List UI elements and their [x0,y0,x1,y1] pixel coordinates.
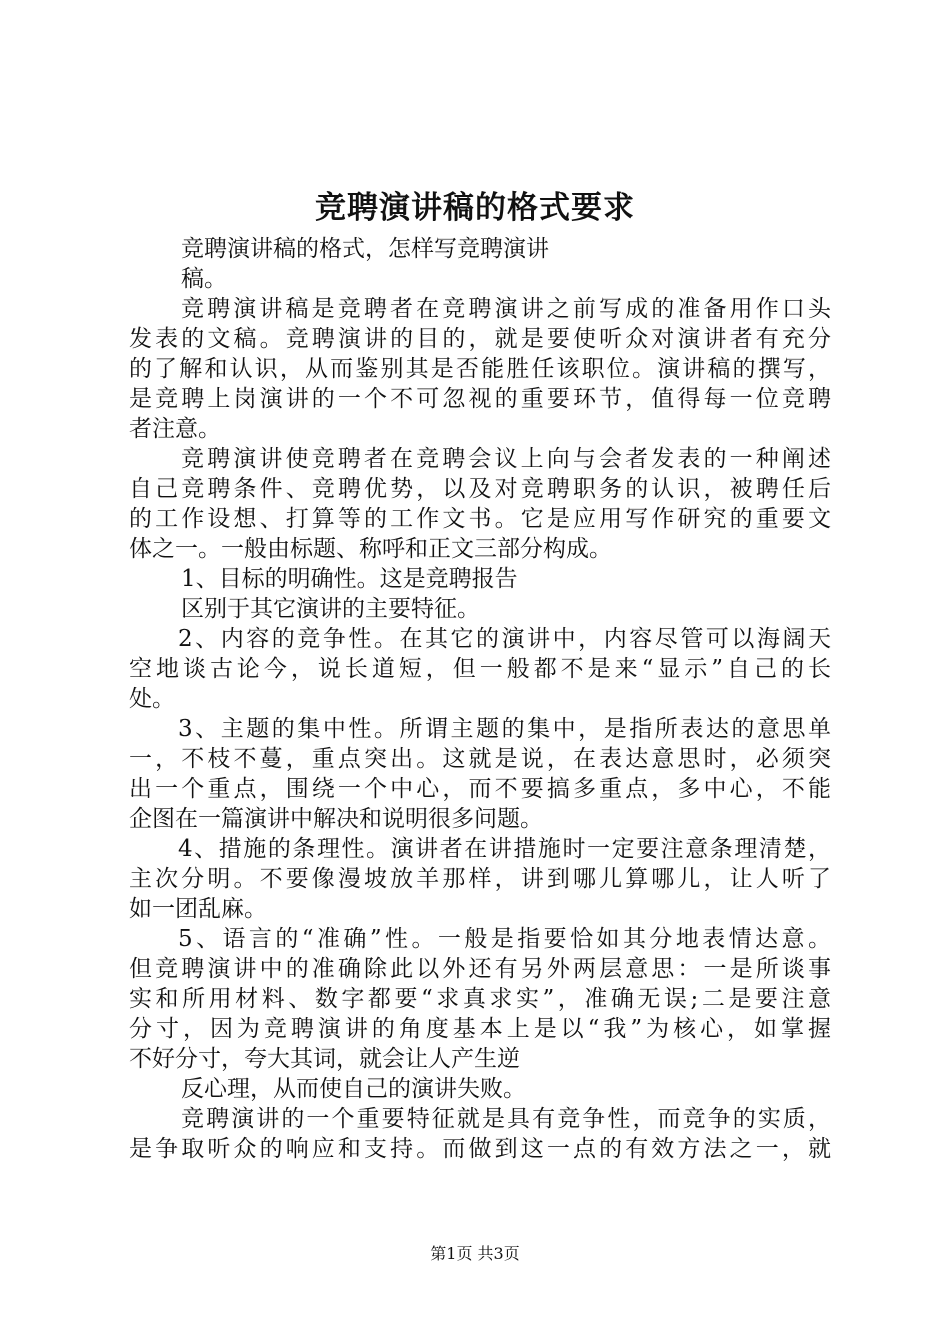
text-line: 是竞聘上岗演讲的一个不可忽视的重要环节，值得每一位竞聘 [129,386,831,412]
text-line: 如一团乱麻。 [129,896,267,922]
document-title: 竞聘演讲稿的格式要求 [315,190,635,226]
paragraph-first-line: 竞聘演讲使竞聘者在竞聘会议上向与会者发表的一种阐述 [181,446,831,472]
text-line: 分寸，因为竞聘演讲的角度基本上是以“我”为核心，如掌握 [129,1016,831,1042]
text-line: 出一个重点，围绕一个中心，而不要搞多重点，多中心，不能 [129,776,831,802]
text-line: 空地谈古论今，说长道短，但一般都不是来“显示”自己的长 [129,656,831,682]
text-line: 的了解和认识，从而鉴别其是否能胜任该职位。演讲稿的撰写， [129,356,831,382]
text-line: 处。 [129,686,175,712]
text-line: 发表的文稿。竞聘演讲的目的，就是要使听众对演讲者有充分 [129,326,831,352]
text-line: 竞聘演讲稿的格式，怎样写竞聘演讲 [181,236,549,262]
text-line: 企图在一篇演讲中解决和说明很多问题。 [129,806,543,832]
list-item-2-line: 2、内容的竞争性。在其它的演讲中，内容尽管可以海阔天 [178,626,831,652]
page-footer: 第1页 共3页 [430,1244,520,1263]
text-line: 的工作设想、打算等的工作文书。它是应用写作研究的重要文 [129,506,831,532]
text-line: 实和所用材料、数字都要“求真求实”，准确无误;二是要注意 [129,986,831,1012]
document-body [129,234,831,1164]
text-line: 者注意。 [129,416,221,442]
text-line: 区别于其它演讲的主要特征。 [181,596,480,622]
list-item-1-line: 1、目标的明确性。这是竞聘报告 [181,566,518,592]
paragraph-first-line: 竞聘演讲稿是竞聘者在竞聘演讲之前写成的准备用作口头 [181,296,831,322]
list-item-4-line: 4、措施的条理性。演讲者在讲措施时一定要注意条理清楚， [178,836,831,862]
text-line: 稿。 [181,266,227,292]
text-line: 主次分明。不要像漫坡放羊那样，讲到哪儿算哪儿，让人听了 [129,866,831,892]
text-line: 反心理，从而使自己的演讲失败。 [181,1076,526,1102]
list-item-5-line: 5、语言的“准确”性。一般是指要恰如其分地表情达意。 [178,926,831,952]
text-line: 体之一。一般由标题、称呼和正文三部分构成。 [129,536,612,562]
list-item-3-line: 3、主题的集中性。所谓主题的集中，是指所表达的意思单 [178,716,831,742]
text-line: 一，不枝不蔓，重点突出。这就是说，在表达意思时，必须突 [129,746,831,772]
text-line: 自己竞聘条件、竞聘优势，以及对竞聘职务的认识，被聘任后 [129,476,831,502]
text-line: 不好分寸，夸大其词，就会让人产生逆 [129,1046,520,1072]
text-line: 是争取听众的响应和支持。而做到这一点的有效方法之一，就 [129,1136,831,1162]
text-line: 但竞聘演讲中的准确除此以外还有另外两层意思：一是所谈事 [129,956,831,982]
paragraph-first-line: 竞聘演讲的一个重要特征就是具有竞争性，而竞争的实质， [181,1106,831,1132]
